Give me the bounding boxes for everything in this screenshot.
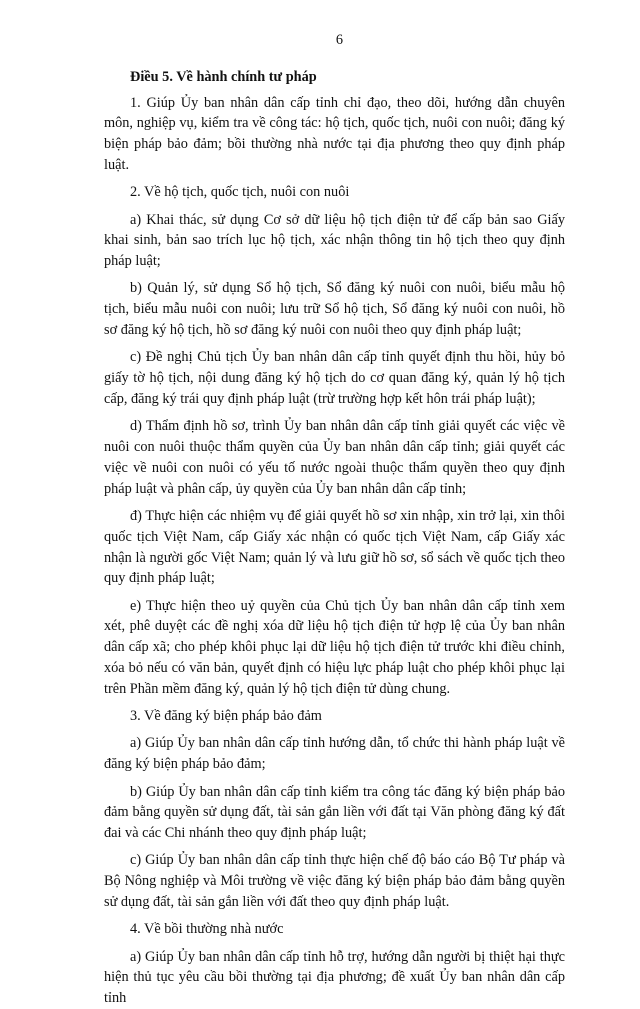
section-4-heading: 4. Về bồi thường nhà nước	[130, 921, 284, 938]
section-3-heading: 3. Về đăng ký biện pháp bảo đảm	[130, 708, 322, 725]
paragraph-4a: a) Giúp Ủy ban nhân dân cấp tỉnh hỗ trợ, hướng dẫn người bị thiệt hại thực hiện thủ tục yêu cầu bồi thường tại địa phương; đề xuất Ủy ban nhân dân cấp tỉnh	[104, 948, 565, 1007]
paragraph-3b: b) Giúp Ủy ban nhân dân cấp tỉnh kiểm tra công tác đăng ký biện pháp bảo đảm bằng quyền sử dụng đất, tài sản gắn liền với đất tại Văn phòng đăng ký đất đai và các Chi nhánh theo quy định pháp luật;	[104, 783, 565, 842]
paragraph-2dd: đ) Thực hiện các nhiệm vụ để giải quyết hồ sơ xin nhập, xin trở lại, xin thôi quốc tịch Việt Nam, cấp Giấy xác nhận có quốc tịch Việt Nam, cấp Giấy xác nhận là người gốc Việt Nam; quản lý và lưu giữ hồ sơ, sổ sách về quốc tịch theo quy định pháp luật;	[104, 507, 565, 587]
paragraph-3a: a) Giúp Ủy ban nhân dân cấp tỉnh hướng dẫn, tổ chức thi hành pháp luật về đăng ký biện pháp bảo đảm;	[104, 735, 565, 773]
page-number: 6	[335, 32, 344, 48]
paragraph-1: 1. Giúp Ủy ban nhân dân cấp tỉnh chỉ đạo, theo dõi, hướng dẫn chuyên môn, nghiệp vụ, kiểm tra về công tác: hộ tịch, quốc tịch, nuôi con nuôi; đăng ký biện pháp bảo đảm; bồi thường nhà nước tại địa phương theo quy định pháp luật.	[104, 94, 565, 173]
paragraph-2d: d) Thẩm định hồ sơ, trình Ủy ban nhân dân cấp tỉnh giải quyết các việc về nuôi con nuôi thuộc thẩm quyền của Ủy ban nhân dân cấp tỉnh; giải quyết các việc về nuôi con nuôi có yếu tố nước ngoài thuộc thẩm quyền theo quy định pháp luật và phân cấp, ủy quyền của Ủy ban nhân dân cấp tỉnh;	[104, 418, 565, 497]
article-heading: Điều 5. Về hành chính tư pháp	[130, 68, 317, 85]
paragraph-3c: c) Giúp Ủy ban nhân dân cấp tỉnh thực hiện chế độ báo cáo Bộ Tư pháp và Bộ Nông nghiệp và Môi trường về việc đăng ký biện pháp bảo đảm bằng quyền sử dụng đất, tài sản gắn liền với đất theo quy định pháp luật.	[104, 852, 565, 910]
paragraph-2a: a) Khai thác, sử dụng Cơ sở dữ liệu hộ tịch điện tử để cấp bản sao Giấy khai sinh, bản sao trích lục hộ tịch, xác nhận thông tin hộ tịch theo quy định pháp luật;	[104, 211, 565, 270]
paragraph-2b: b) Quản lý, sử dụng Sổ hộ tịch, Sổ đăng ký nuôi con nuôi, biểu mẫu hộ tịch, biểu mẫu nuôi con nuôi; lưu trữ Sổ hộ tịch, Sổ đăng ký nuôi con nuôi, hồ sơ đăng ký hộ tịch, hồ sơ đăng ký nuôi con nuôi theo quy định pháp luật;	[104, 280, 565, 339]
paragraph-2e: e) Thực hiện theo uỷ quyền của Chủ tịch Ủy ban nhân dân cấp tỉnh xem xét, phê duyệt các đề nghị xóa dữ liệu hộ tịch điện tử hợp lệ của Ủy ban nhân dân cấp xã; cho phép khôi phục lại dữ liệu hộ tịch điện tử trước khi điều chỉnh, xóa bỏ nếu có văn bản, quyết định có hiệu lực pháp luật cho phép khôi phục lại trên Phần mềm đăng ký, quản lý hộ tịch điện tử dùng chung.	[104, 597, 565, 697]
section-2-heading: 2. Về hộ tịch, quốc tịch, nuôi con nuôi	[130, 184, 350, 201]
paragraph-2c: c) Đề nghị Chủ tịch Ủy ban nhân dân cấp tỉnh quyết định thu hồi, hủy bỏ giấy tờ hộ tịch, nội dung đăng ký hộ tịch do cơ quan đăng ký, quản lý hộ tịch cấp, đăng ký trái quy định pháp luật (trừ trường hợp kết hôn trái pháp luật);	[104, 349, 565, 407]
